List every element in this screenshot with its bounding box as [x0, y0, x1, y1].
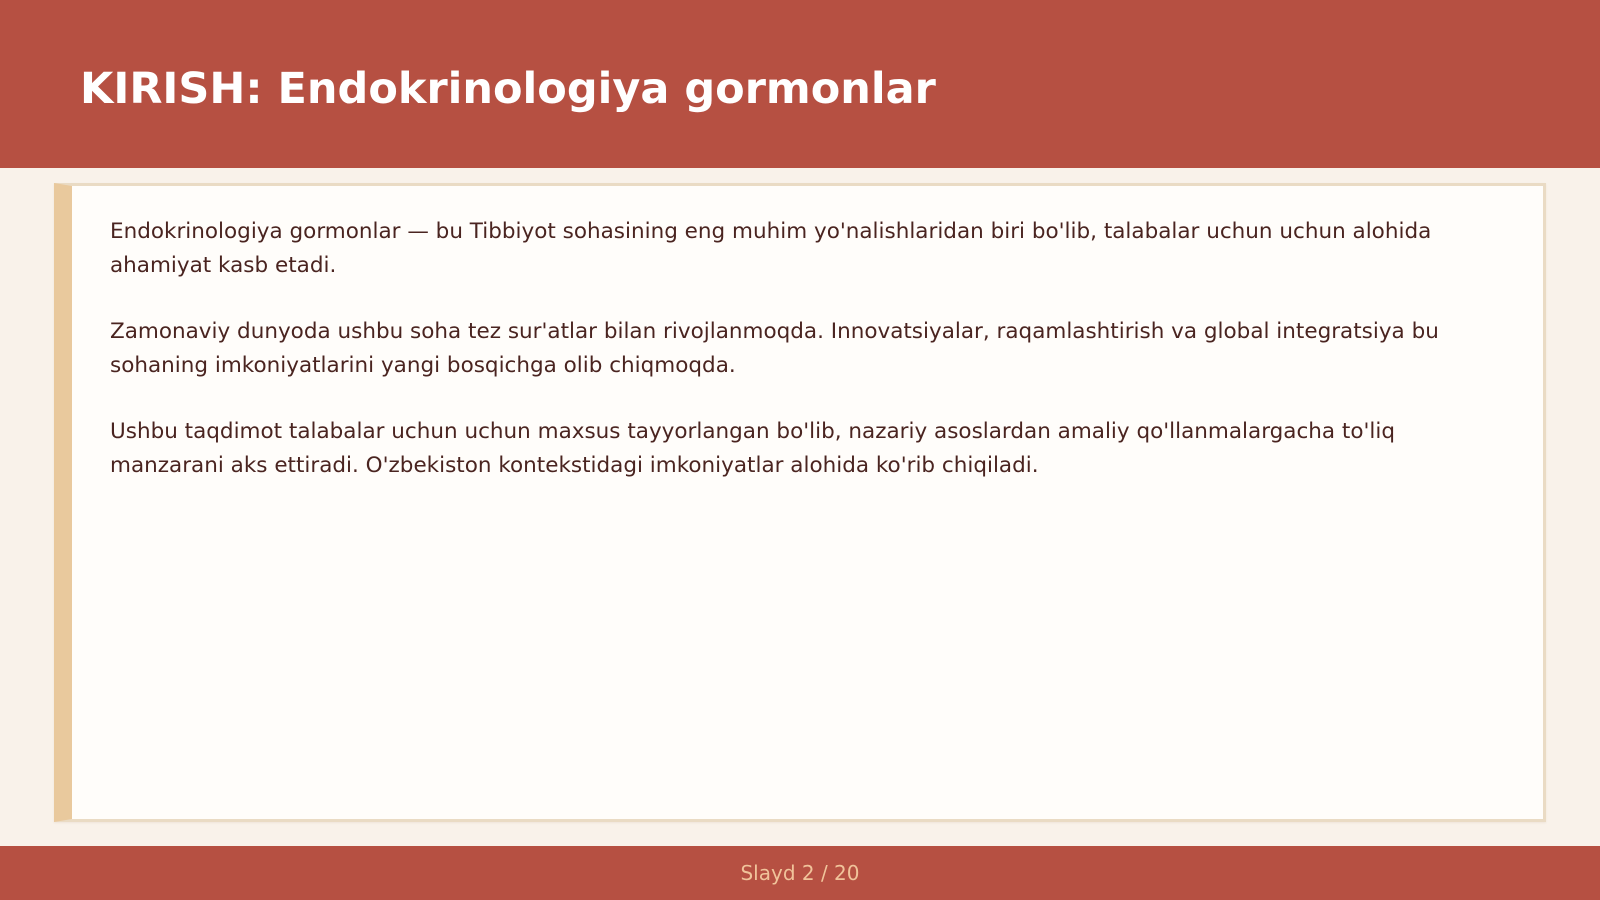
slide-footer — [0, 846, 1600, 900]
slide-title: KIRISH: Endokrinologiya gormonlar — [80, 64, 936, 114]
slide-counter: Slayd 2 / 20 — [740, 861, 860, 885]
presentation-scope-paragraph: Ushbu taqdimot talabalar uchun uchun maxsus tayyorlangan bo'lib, nazariy asoslardan amaliy qo'llanmalargacha to'liq manzarani aks ettiradi. O'zbekiston kontekstidagi imkoniyatlar alohida ko'rib chiqiladi. — [110, 419, 1396, 478]
intro-paragraph: Endokrinologiya gormonlar — bu Tibbiyot sohasining eng muhim yo'nalishlaridan biri bo'lib, talabalar uchun uchun alohida ahamiyat kasb etadi. — [110, 219, 1432, 278]
content-card — [54, 183, 1546, 822]
innovation-paragraph: Zamonaviy dunyoda ushbu soha tez sur'atlar bilan rivojlanmoqda. Innovatsiyalar, raqamlashtirish va global integratsiya bu sohaning imkoniyatlarini yangi bosqichga olib chiqmoqda. — [110, 319, 1439, 378]
slide-header — [0, 0, 1600, 168]
